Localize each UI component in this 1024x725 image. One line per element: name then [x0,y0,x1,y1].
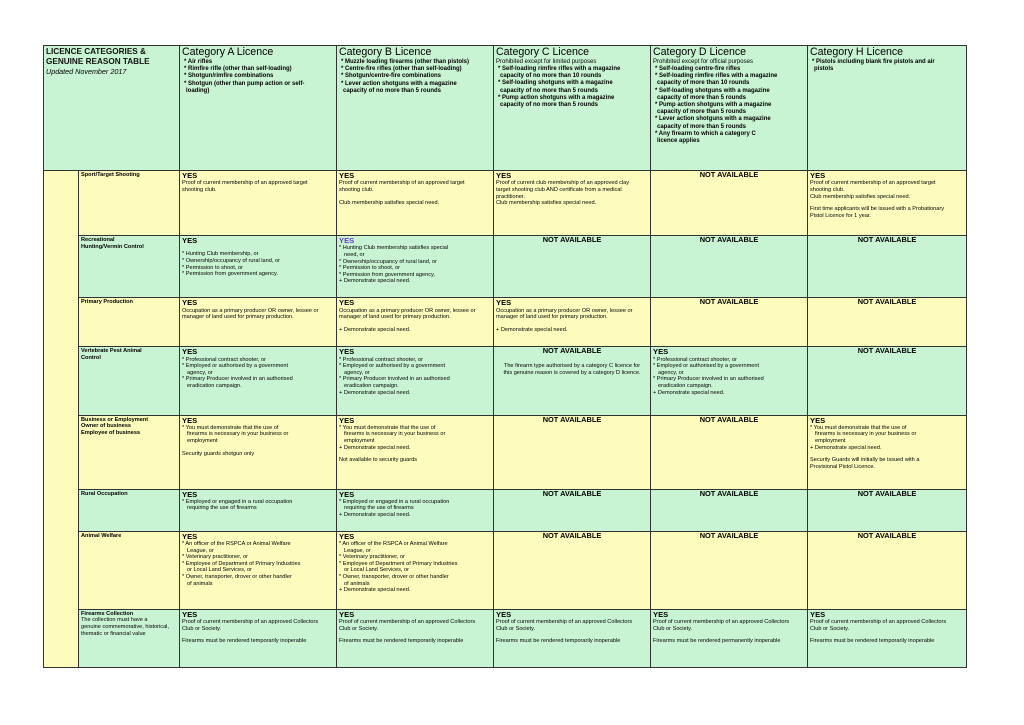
not-available-cell [651,298,808,347]
yes-label: YES [339,298,355,308]
requirement-line: Proof of current membership of an approved Collectors [496,619,633,626]
yes-label: YES [810,171,826,181]
availability-note: this genuine reason is covered by a category D licence. [503,369,641,376]
yes-label: YES [182,415,198,425]
licence-requirement-cell [337,171,494,236]
table-row [44,609,967,667]
genuine-reason-label: Owner of business [81,423,132,430]
requirement-line: requiring the use of firearms [187,505,257,512]
category-title: Category C Licence [496,46,590,58]
requirement-line: eradication campaign. [344,383,399,390]
side-column-spine [44,171,79,668]
requirement-line: Proof of current membership of an approved Collectors [339,619,476,626]
category-items [496,66,648,109]
requirement-line: Club or Society. [653,625,693,632]
yes-label: YES [339,415,355,425]
category-item: * Self-loading centre-fire rifles [655,66,741,72]
genuine-reason-note: The collection must have a [81,617,148,624]
genuine-reason-cell [79,347,180,415]
table-row [44,236,967,298]
not-available-cell [651,236,808,298]
not-available-cell [494,489,651,531]
not-available-cell [651,489,808,531]
category-item: loading) [186,87,210,94]
genuine-reason-cell [79,236,180,298]
category-title: Category H Licence [810,46,904,58]
requirement-line: + Demonstrate special need. [810,444,882,451]
category-item: capacity of no more than 5 rounds [500,102,599,109]
not-available-cell [808,347,967,415]
genuine-reason-label: Primary Production [81,299,133,306]
requirement-line: manager of land used for primary production. [339,314,451,321]
requirement-line: * Ownership/occupancy of rural land, or [182,258,280,265]
yes-label: YES [182,609,198,619]
genuine-reason-note: thematic or financial value [81,630,146,637]
category-items [810,59,964,73]
requirement-line: shooting club. [182,186,217,193]
requirement-line: * Permission to shoot, or [339,265,400,272]
requirement-line: Firearms must be rendered permanently inoperable [653,638,781,645]
requirement-line: * Employee of Department of Primary Industries [182,560,301,567]
requirement-line: agency, or [187,369,213,376]
category-header-cell [808,46,967,171]
requirement-line: Security Guards will initially be issued with a [810,457,920,464]
availability-note: The firearm type authorised by a category C licence for [503,363,641,370]
requirement-line: * Professional contract shooter, or [182,356,266,363]
licence-requirement-cell [494,609,651,667]
requirement-line: employment [344,437,375,444]
requirement-line: Occupation as a primary producer OR owner, lessee or [339,307,476,314]
requirement-line: firearms is necessary in your business or [815,431,917,438]
requirement-line: * Permission from government agency, [339,271,435,278]
category-item: * Self-loading shotguns with a magazine [655,87,770,94]
requirement-line: Proof of current membership of an approved Collectors [182,619,319,626]
requirement-line: firearms is necessary in your business or [187,431,289,438]
licence-requirement-cell [494,298,651,347]
requirement-line: League, or [187,547,214,554]
genuine-reason-label: Rural Occupation [81,490,128,497]
category-item: * Rimfire rifle (other than self-loading) [184,66,292,73]
requirement-line: * Owner, transporter, drover or other handler [339,573,449,580]
yes-label: YES [182,531,198,541]
table-row [44,531,967,609]
requirement-line: Club membership satisfies special need. [496,200,597,207]
requirement-line: * Professional contract shooter, or [653,356,737,363]
genuine-reason-label: Animal Welfare [81,532,122,539]
requirement-line: shooting club. [810,186,845,193]
licence-requirement-cell [180,347,337,415]
category-items [653,66,805,145]
category-item: capacity of no more than 5 rounds [343,87,442,94]
licence-requirement-cell [180,236,337,298]
not-available-text: NOT AVAILABLE [857,235,917,245]
genuine-reason-label: Recreational [81,237,115,244]
yes-label: YES [653,347,669,357]
yes-label: YES [182,236,198,246]
licence-requirement-cell [180,609,337,667]
requirement-line: manager of land used for primary production. [182,314,294,321]
not-available-text: NOT AVAILABLE [699,235,759,245]
requirement-line: employment [187,437,218,444]
requirement-line: Proof of current membership of an approved target [182,180,308,187]
genuine-reason-cell [79,415,180,489]
requirement-line: First time applicants will be issued with a Probationary [810,206,944,213]
not-available-text: NOT AVAILABLE [542,235,602,245]
requirement-line: Proof of current club membership of an approved clay [496,180,630,187]
requirement-line: * Employed or authorised by a government [653,363,760,370]
table-row [44,171,967,236]
licence-requirement-cell [808,415,967,489]
licence-requirement-cell [180,171,337,236]
table-title-line1: LICENCE CATEGORIES & [46,47,146,56]
requirement-line: * Professional contract shooter, or [339,356,423,363]
requirement-line: + Demonstrate special need. [339,389,411,396]
requirement-line: Proof of current membership of an approved target [810,180,936,187]
not-available-text: NOT AVAILABLE [699,415,759,424]
not-available-text: NOT AVAILABLE [857,346,917,356]
requirement-line: * Primary Producer involved in an authorised [339,376,450,383]
not-available-text: NOT AVAILABLE [542,415,602,424]
licence-requirement-cell [337,531,494,609]
yes-label: YES [339,236,355,246]
requirement-line: shooting club. [339,186,374,193]
licence-requirement-cell [180,531,337,609]
not-available-text: NOT AVAILABLE [542,531,602,540]
requirement-line: Not available to security guards [339,457,418,464]
category-title: Category B Licence [339,46,432,58]
category-title: Category A Licence [182,46,274,58]
requirement-line: * You must demonstrate that the use of [182,424,279,431]
not-available-cell [494,415,651,489]
not-available-cell [808,531,967,609]
requirement-line: + Demonstrate special need. [339,512,411,519]
licence-requirement-cell [337,609,494,667]
licence-requirement-cell [337,415,494,489]
genuine-reason-label: Employee of business [81,429,141,436]
requirement-line: + Demonstrate special need. [339,587,411,594]
licence-categories-table [43,45,967,668]
requirement-line: * Owner, transporter, drover or other handler [182,573,292,580]
requirement-line: Club membership satisfies special need. [810,193,911,200]
requirement-line: * Employed or engaged in a rural occupation [182,498,293,505]
licence-requirement-cell [808,171,967,236]
not-available-cell [808,489,967,531]
requirement-line: * Veterinary practitioner, or [182,554,248,561]
requirement-line: * Hunting Club membership, or [182,251,259,258]
licence-requirement-cell [808,609,967,667]
not-available-text: NOT AVAILABLE [857,531,917,540]
updated-date: Updated November 2017 [46,67,127,76]
requirement-line: eradication campaign. [658,383,713,390]
requirement-line: Pistol Licence for 1 year. [810,212,871,219]
requirement-line: * Veterinary practitioner, or [339,554,405,561]
requirement-line: * Primary Producer involved in an authorised [653,376,764,383]
requirement-line: League, or [344,547,371,554]
requirement-line: * Hunting Club membership satisfies special [339,245,449,252]
category-item: * Pump action shotguns with a magazine [655,102,772,109]
yes-label: YES [653,609,669,619]
yes-label: YES [810,415,826,425]
category-item: capacity of no more than 10 rounds [500,73,602,80]
category-item: * Air rifles [184,59,213,65]
category-item: * Pistols including blank fire pistols and air [812,59,935,65]
requirement-line: Occupation as a primary producer OR owner, lessee or [496,307,633,314]
category-item: * Muzzle loading firearms (other than pistols) [341,59,470,65]
yes-label: YES [496,171,512,181]
table-row [44,298,967,347]
category-item: * Centre-fire rifles (other than self-loading) [341,66,462,73]
category-header-cell [180,46,337,171]
category-item: capacity of more than 10 rounds [657,80,750,87]
not-available-cell [651,171,808,236]
requirement-line: Proof of current membership of an approved Collectors [653,619,790,626]
licence-requirement-cell [651,609,808,667]
yes-label: YES [339,609,355,619]
yes-label: YES [182,347,198,357]
not-available-cell [494,236,651,298]
genuine-reason-label: Vertebrate Pest Animal [81,348,142,355]
genuine-reason-label: Firearms Collection [81,610,134,617]
category-item: * Pump action shotguns with a magazine [498,94,615,101]
category-item: * Lever action shotguns with a magazine [341,80,457,87]
requirement-line: agency, or [658,369,684,376]
category-item: * Self-loading rimfire rifles with a magazine [655,73,778,80]
requirement-line: employment [815,437,846,444]
not-available-text: NOT AVAILABLE [699,297,759,307]
requirement-line: + Demonstrate special need. [339,444,411,451]
yes-label: YES [182,489,198,499]
not-available-cell [651,415,808,489]
requirement-line: of animals [187,580,213,587]
requirement-line: * Employed or authorised by a government [182,363,289,370]
category-items [339,59,491,95]
category-item: licence applies [657,138,700,145]
requirement-line: eradication campaign. [187,383,242,390]
category-subtitle: Prohibited except for limited purposes [496,59,597,65]
requirement-line: of animals [344,580,370,587]
requirement-line: + Demonstrate special need. [496,326,568,333]
genuine-reason-cell [79,609,180,667]
category-header-cell [494,46,651,171]
genuine-reason-cell [79,489,180,531]
requirement-line: Firearms must be rendered temporarily inoperable [496,638,621,645]
not-available-text: NOT AVAILABLE [542,489,602,498]
licence-requirement-cell [651,347,808,415]
not-available-cell [494,531,651,609]
requirement-line: * You must demonstrate that the use of [339,424,436,431]
category-item: * Shotgun (other than pump action or self- [184,80,305,87]
genuine-reason-label: Control [81,355,101,362]
category-items [182,59,334,95]
not-available-text: NOT AVAILABLE [857,297,917,307]
table-row [44,415,967,489]
yes-label: YES [496,298,512,308]
not-available-text: NOT AVAILABLE [699,531,759,540]
not-available-cell [651,531,808,609]
requirement-line: Club or Society. [810,625,850,632]
category-item: capacity of more than 5 rounds [657,94,747,101]
yes-label: YES [339,531,355,541]
requirement-line: * Employee of Department of Primary Industries [339,560,458,567]
licence-requirement-cell [337,489,494,531]
not-available-cell [808,236,967,298]
category-item: * Lever action shotguns with a magazine [655,116,771,123]
not-available-cell [494,347,651,415]
requirement-line: or Local Land Services, or [187,567,252,574]
category-item: * Shotgun/centre-fire combinations [341,73,442,80]
yes-label: YES [810,609,826,619]
not-available-text: NOT AVAILABLE [857,489,917,498]
category-item: capacity of more than 5 rounds [657,109,747,116]
requirement-line: Club membership satisfies special need. [339,199,440,206]
requirement-line: practitioner. [496,193,525,200]
genuine-reason-note: genuine commemorative, historical, [81,624,169,631]
licence-requirement-cell [337,347,494,415]
category-item: * Any firearm to which a category C [655,130,756,137]
not-available-text: NOT AVAILABLE [542,346,602,356]
table-row [44,489,967,531]
yes-label: YES [339,347,355,357]
licence-requirement-cell [180,489,337,531]
genuine-reason-label: Hunting/Vermin Control [81,243,144,250]
not-available-text: NOT AVAILABLE [699,170,759,180]
genuine-reason-cell [79,298,180,347]
yes-label: YES [339,171,355,181]
requirement-line: * Permission from government agency. [182,271,278,278]
requirement-line: Security guards shotgun only [182,450,255,457]
yes-label: YES [182,171,198,181]
requirement-line: Occupation as a primary producer OR owner, lessee or [182,307,319,314]
licence-requirement-cell [337,298,494,347]
category-item: * Self-loading rimfire rifles with a magazine [498,66,621,72]
requirement-line: * Employed or authorised by a government [339,363,446,370]
requirement-line: * An officer of the RSPCA or Animal Welfare [339,540,448,547]
table-title-cell [44,46,180,171]
requirement-line: * You must demonstrate that the use of [810,424,907,431]
category-item: capacity of no more than 5 rounds [500,87,599,94]
requirement-line: or Local Land Services, or [344,567,409,574]
category-item: pistols [814,66,834,73]
header-row [44,46,967,171]
table-row [44,347,967,415]
category-item: * Shotgun/rimfire combinations [184,73,274,80]
requirement-line: Firearms must be rendered temporarily inoperable [339,638,464,645]
requirement-line: need, or [344,252,365,259]
requirement-line: Club or Society. [182,625,222,632]
licence-requirement-cell [180,298,337,347]
requirement-line: Club or Society. [496,625,536,632]
requirement-line: * Ownership/occupancy of rural land, or [339,258,437,265]
requirement-line: + Demonstrate special need. [339,326,411,333]
genuine-reason-label: Business or Employment [81,416,149,423]
not-available-cell [808,298,967,347]
requirement-line: agency, or [344,369,370,376]
requirement-line: Proof of current membership of an approved target [339,180,465,187]
category-item: * Self-loading shotguns with a magazine [498,80,613,87]
genuine-reason-cell [79,171,180,236]
requirement-line: * Employed or engaged in a rural occupation [339,498,450,505]
requirement-line: + Demonstrate special need. [339,278,411,285]
requirement-line: Firearms must be rendered temporarily inoperable [182,638,307,645]
category-subtitle: Prohibited except for official purposes [653,59,753,65]
requirement-line: Provisional Pistol Licence. [810,463,875,470]
licence-requirement-cell [337,236,494,298]
requirement-line: requiring the use of firearms [344,505,414,512]
category-header-cell [651,46,808,171]
genuine-reason-label: Sport/Target Shooting [81,172,140,179]
requirement-line: * Permission to shoot, or [182,264,243,271]
category-item: capacity of more than 5 rounds [657,123,747,130]
not-available-text: NOT AVAILABLE [699,489,759,498]
requirement-line: target shooting club AND certificate from a medical [496,186,622,193]
yes-label: YES [182,298,198,308]
requirement-line: Proof of current membership of an approved Collectors [810,619,947,626]
yes-label: YES [339,489,355,499]
licence-requirement-cell [494,171,651,236]
licence-requirement-cell [180,415,337,489]
genuine-reason-cell [79,531,180,609]
category-title: Category D Licence [653,46,747,58]
requirement-line: * Primary Producer involved in an authorised [182,376,293,383]
requirement-line: Club or Society. [339,625,379,632]
category-header-cell [337,46,494,171]
table-title-line2: GENUINE REASON TABLE [46,57,150,66]
yes-label: YES [496,609,512,619]
requirement-line: * An officer of the RSPCA or Animal Welfare [182,540,291,547]
requirement-line: + Demonstrate special need. [653,389,725,396]
requirement-line: manager of land used for primary production. [496,314,608,321]
requirement-line: firearms is necessary in your business or [344,431,446,438]
requirement-line: Firearms must be rendered temporarily inoperable [810,638,935,645]
